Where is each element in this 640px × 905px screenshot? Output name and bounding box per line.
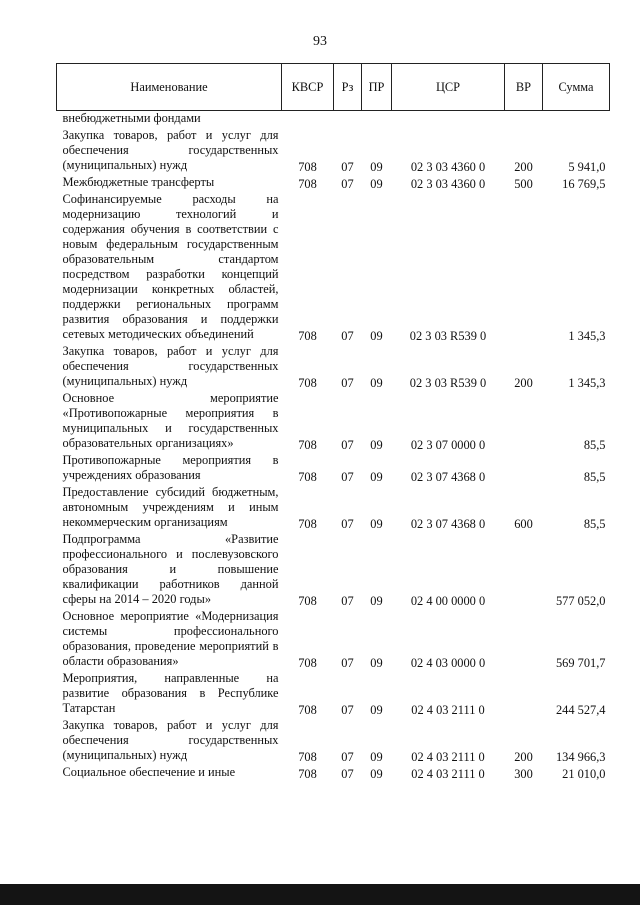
row-rz: 07: [341, 656, 354, 670]
row-kvsr: 708: [298, 750, 317, 764]
header-name: Наименование: [57, 64, 282, 111]
row-pr: 09: [370, 376, 383, 390]
row-vr: 200: [514, 376, 533, 390]
row-csr: 02 3 07 0000 0: [410, 438, 486, 452]
row-rz: 07: [341, 177, 354, 191]
row-name: внебюджетными фондами: [62, 111, 201, 125]
table-row: [57, 453, 610, 485]
row-sum: 85,5: [583, 517, 606, 531]
row-pr: 09: [370, 160, 383, 174]
header-csr: ЦСР: [392, 64, 505, 111]
row-sum: 21 010,0: [562, 767, 606, 781]
row-pr: 09: [370, 438, 383, 452]
row-name: Основное мероприятие «Модернизация системы профессионального образования, проведение мероприятий в области образования»: [62, 609, 279, 668]
row-sum: [543, 111, 610, 129]
row-pr: 09: [370, 656, 383, 670]
table-row: [57, 344, 610, 391]
row-pr: 09: [370, 329, 383, 343]
row-sum: 577 052,0: [555, 594, 606, 608]
row-vr: [505, 391, 543, 453]
table-body: [57, 111, 610, 783]
row-pr: 09: [370, 767, 383, 781]
row-csr: [392, 111, 505, 129]
table-row: [57, 609, 610, 671]
row-rz: 07: [341, 160, 354, 174]
row-csr: 02 3 07 4368 0: [410, 470, 486, 484]
row-name: Закупка товаров, работ и услуг для обеспечения государственных (муниципальных) нужд: [62, 344, 279, 388]
row-rz: 07: [341, 767, 354, 781]
row-csr: 02 4 00 0000 0: [410, 594, 486, 608]
row-sum: 569 701,7: [555, 656, 606, 670]
header-pr: ПР: [362, 64, 392, 111]
header-vr: ВР: [505, 64, 543, 111]
row-name: Основное мероприятие «Противопожарные мероприятия в муниципальных и государственных образовательных организациях»: [62, 391, 279, 450]
row-kvsr: 708: [298, 438, 317, 452]
row-csr: 02 3 03 R539 0: [409, 376, 487, 390]
row-kvsr: 708: [298, 160, 317, 174]
row-kvsr: 708: [298, 767, 317, 781]
row-vr: 200: [514, 160, 533, 174]
row-vr: [505, 532, 543, 609]
row-name: Подпрограмма «Развитие профессионального и послевузовского образования и повышение квалификации работников данной сферы на 2014 – 2020 годы»: [62, 532, 279, 606]
row-sum: 85,5: [583, 470, 606, 484]
budget-table: [56, 63, 610, 782]
row-name: Противопожарные мероприятия в учреждениях образования: [62, 453, 279, 482]
row-csr: 02 4 03 2111 0: [411, 767, 485, 781]
scan-bottom-edge: [0, 884, 640, 905]
header-rz: Рз: [334, 64, 362, 111]
row-rz: 07: [341, 517, 354, 531]
row-rz: 07: [341, 329, 354, 343]
row-rz: 07: [341, 438, 354, 452]
row-csr: 02 4 03 2111 0: [411, 703, 485, 717]
table-row: [57, 192, 610, 344]
table-row: [57, 671, 610, 718]
header-sum: Сумма: [543, 64, 610, 111]
row-csr: 02 3 03 R539 0: [409, 329, 487, 343]
row-kvsr: 708: [298, 376, 317, 390]
table-header-row: [57, 64, 610, 111]
row-kvsr: 708: [298, 470, 317, 484]
row-csr: 02 3 03 4360 0: [410, 160, 486, 174]
row-sum: 1 345,3: [568, 376, 606, 390]
row-csr: 02 4 03 0000 0: [410, 656, 486, 670]
row-csr: 02 3 03 4360 0: [410, 177, 486, 191]
row-name: Мероприятия, направленные на развитие образования в Республике Татарстан: [62, 671, 279, 715]
row-rz: 07: [341, 703, 354, 717]
row-kvsr: 708: [298, 656, 317, 670]
row-sum: 5 941,0: [568, 160, 606, 174]
row-pr: 09: [370, 470, 383, 484]
row-name: Софинансируемые расходы на модернизацию технологий и содержания обучения в соответствии с новым федеральным государственным образовательным стандартом посредством разработки концепций модернизации конкретных областей, поддержки региональных программ развития образования и поддержки сетевых методических объединений: [62, 192, 279, 341]
table-row: [57, 532, 610, 609]
row-vr: 600: [514, 517, 533, 531]
table-row: [57, 128, 610, 175]
row-name: Межбюджетные трансферты: [62, 175, 215, 189]
row-pr: [362, 111, 392, 129]
row-rz: 07: [341, 470, 354, 484]
row-rz: 07: [341, 750, 354, 764]
row-name: Социальное обеспечение и иные: [62, 765, 236, 779]
row-pr: 09: [370, 703, 383, 717]
row-csr: 02 3 07 4368 0: [410, 517, 486, 531]
row-vr: 500: [514, 177, 533, 191]
row-kvsr: 708: [298, 177, 317, 191]
row-rz: 07: [341, 376, 354, 390]
header-kvsr: КВСР: [282, 64, 334, 111]
table-row: [57, 175, 610, 192]
row-kvsr: 708: [298, 517, 317, 531]
row-sum: 1 345,3: [568, 329, 606, 343]
row-kvsr: 708: [298, 329, 317, 343]
row-pr: 09: [370, 594, 383, 608]
row-vr: [505, 111, 543, 129]
row-pr: 09: [370, 517, 383, 531]
table-row: [57, 391, 610, 453]
table-row: [57, 111, 610, 129]
row-vr: [505, 671, 543, 718]
row-name: Закупка товаров, работ и услуг для обеспечения государственных (муниципальных) нужд: [62, 718, 279, 762]
page-number: 93: [313, 34, 327, 49]
row-vr: 300: [514, 767, 533, 781]
row-kvsr: 708: [298, 594, 317, 608]
row-pr: 09: [370, 750, 383, 764]
row-vr: 200: [514, 750, 533, 764]
row-vr: [505, 609, 543, 671]
row-csr: 02 4 03 2111 0: [411, 750, 485, 764]
table-row: [57, 718, 610, 765]
row-sum: 16 769,5: [562, 177, 606, 191]
row-rz: 07: [341, 594, 354, 608]
row-vr: [505, 192, 543, 344]
row-rz: [334, 111, 362, 129]
row-kvsr: [282, 111, 334, 129]
row-pr: 09: [370, 177, 383, 191]
row-name: Закупка товаров, работ и услуг для обеспечения государственных (муниципальных) нужд: [62, 128, 279, 172]
row-sum: 85,5: [583, 438, 606, 452]
row-name: Предоставление субсидий бюджетным, автономным учреждениям и иным некоммерческим организациям: [62, 485, 279, 529]
row-sum: 134 966,3: [555, 750, 606, 764]
row-kvsr: 708: [298, 703, 317, 717]
table-row: [57, 765, 610, 782]
table-row: [57, 485, 610, 532]
row-sum: 244 527,4: [555, 703, 606, 717]
row-vr: [505, 453, 543, 485]
